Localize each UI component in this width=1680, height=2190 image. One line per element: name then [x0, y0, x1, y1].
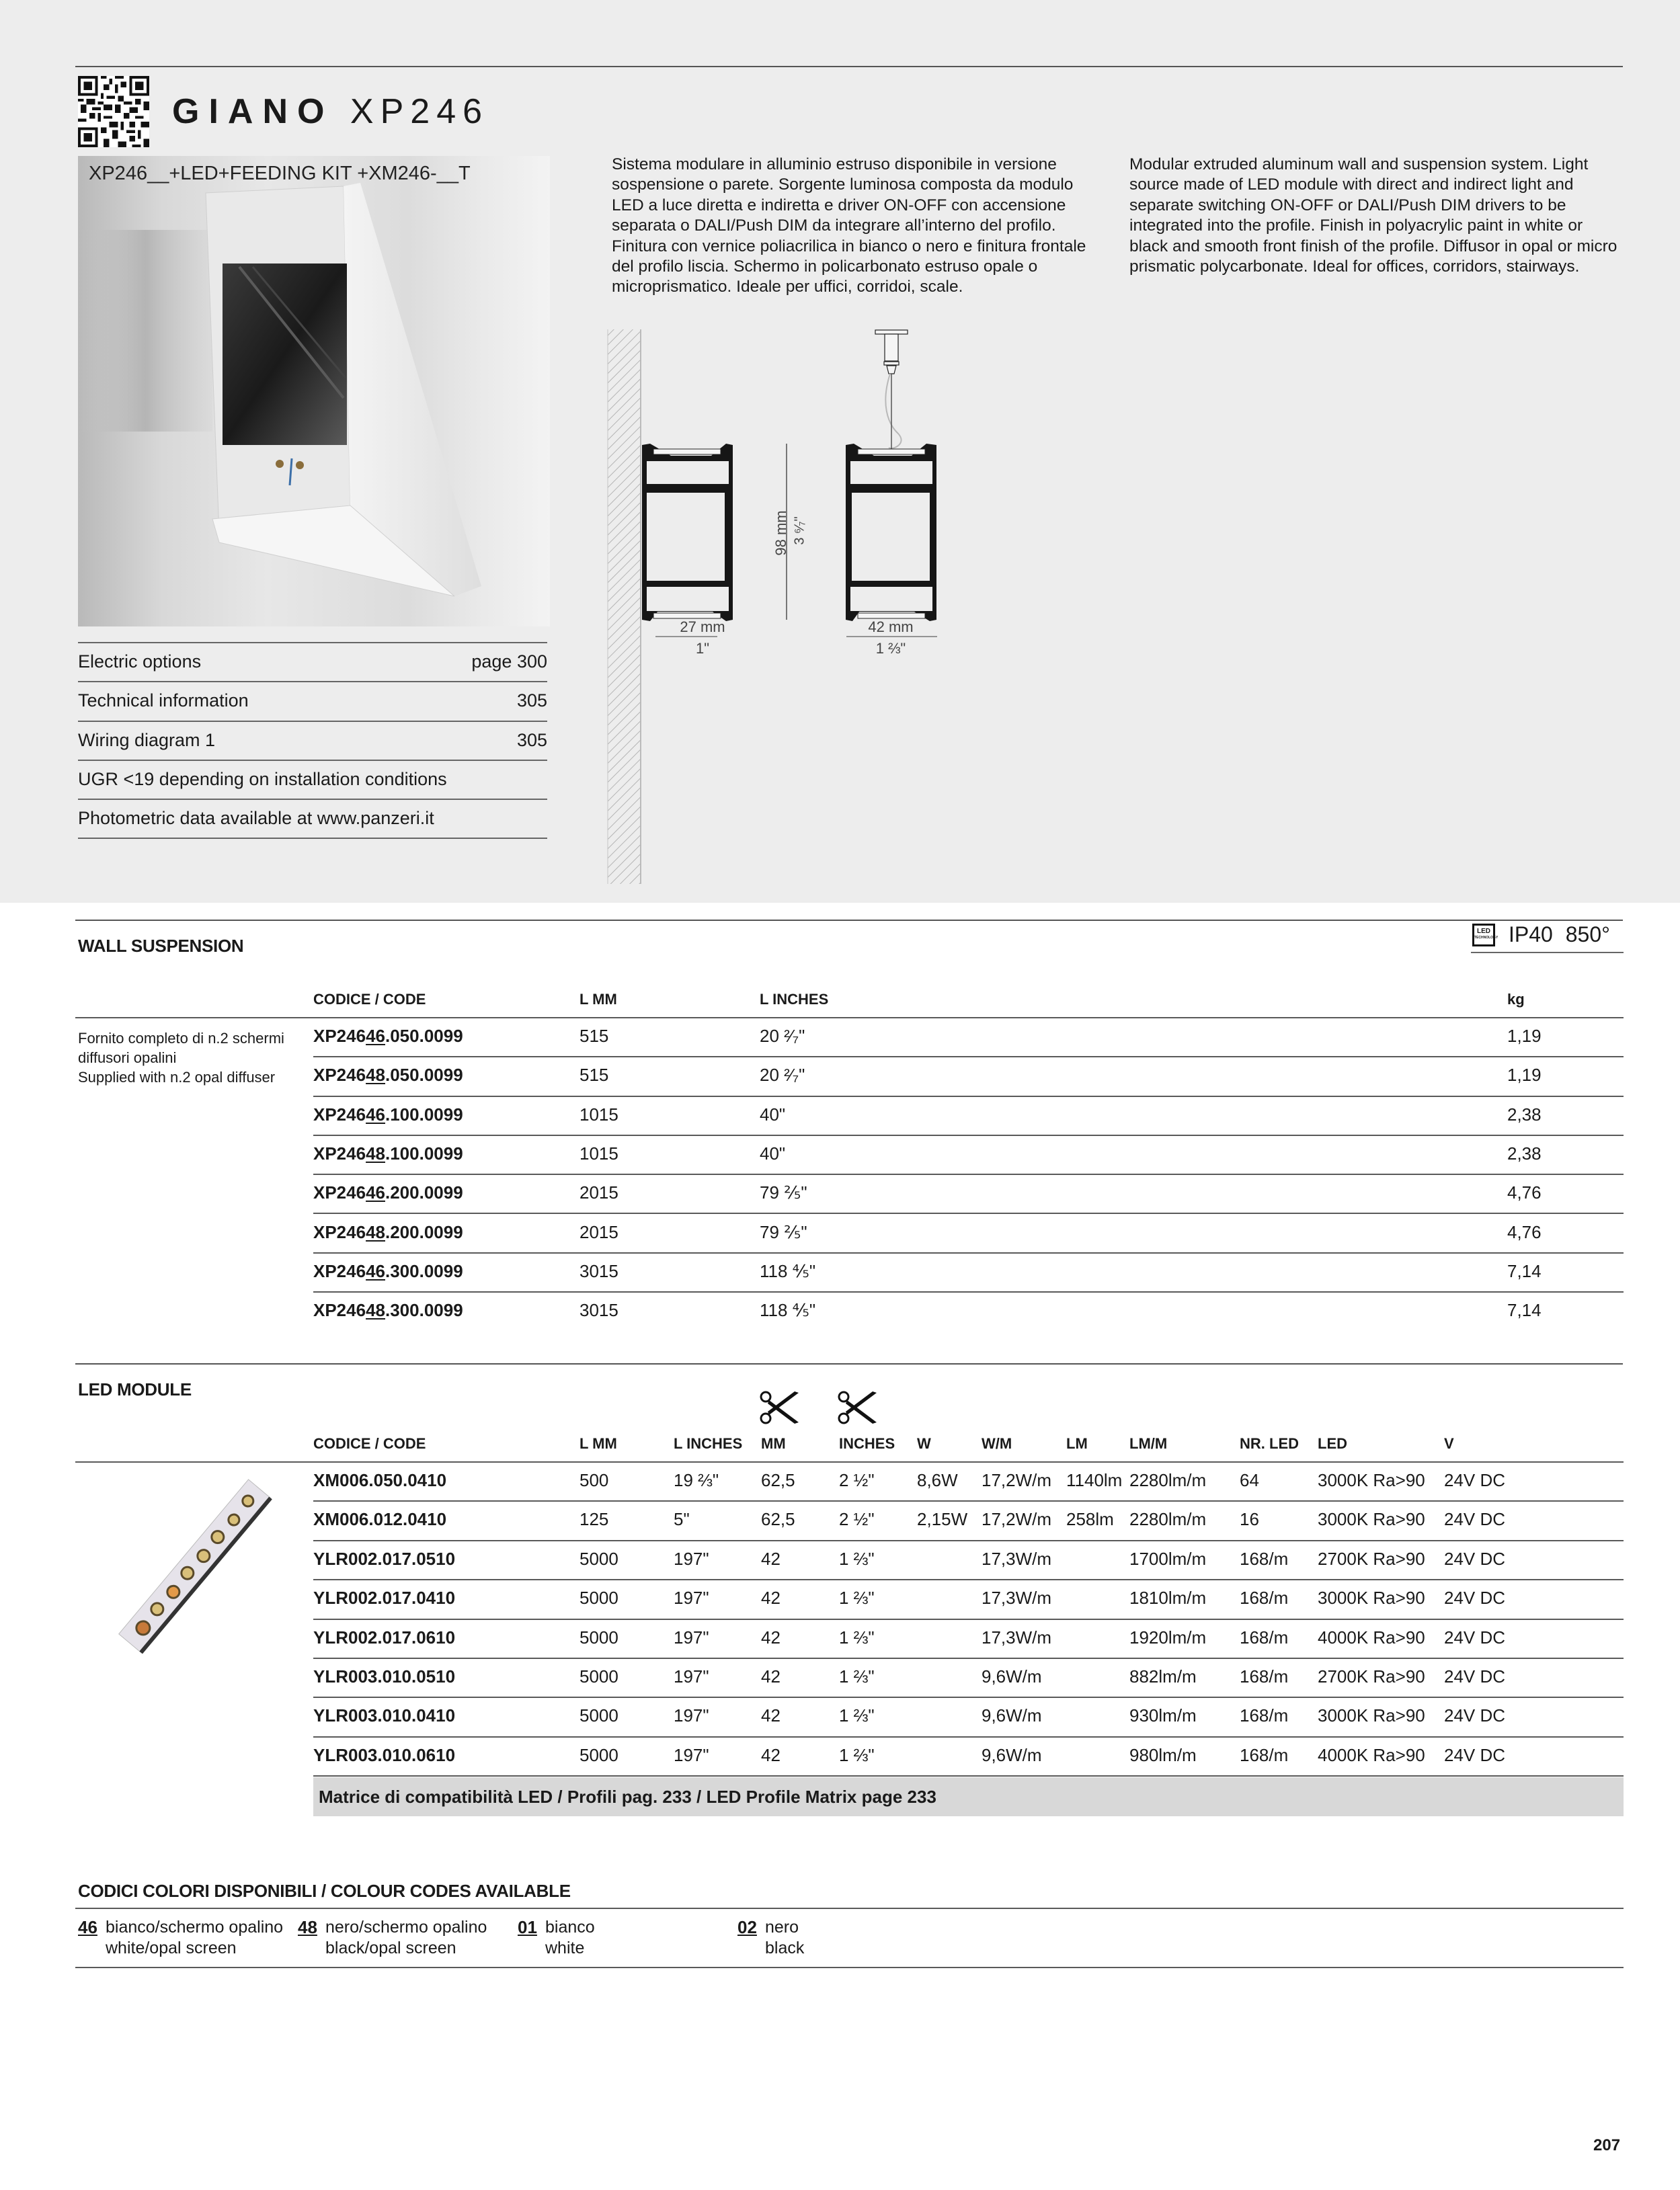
length-mm: 500: [579, 1470, 609, 1490]
led-code: YLR002.017.0510: [313, 1548, 456, 1569]
power-per-meter: 9,6W/m: [982, 1705, 1042, 1726]
led-badge-sublabel: TECHNOLOGY: [1474, 936, 1498, 940]
table-row[interactable]: [0, 1737, 1680, 1776]
led-code: YLR002.017.0410: [313, 1588, 456, 1609]
weight-kg: 1,19: [1507, 1026, 1542, 1046]
scissors-cut-icon: [838, 1390, 878, 1425]
code-suffix: .050.0099: [385, 1065, 463, 1086]
colour-code-number: 02: [737, 1917, 757, 1937]
led-code: YLR003.010.0410: [313, 1705, 456, 1726]
power-per-meter: 17,3W/m: [982, 1548, 1052, 1569]
colour-code-number: 01: [518, 1917, 537, 1937]
table-row[interactable]: [0, 1619, 1680, 1658]
product-family-name: GIANO: [172, 92, 334, 131]
info-row-ugr: [78, 760, 547, 799]
led-technology-icon: [1472, 924, 1498, 946]
lumen-per-meter: 882lm/m: [1129, 1666, 1197, 1687]
supply-note-line: Fornito completo di n.2 schermi: [78, 1030, 284, 1047]
cut-step-inches: 1 ⅔": [839, 1627, 875, 1648]
cut-step-mm: 42: [761, 1705, 781, 1726]
col-header-watt-per-m: W/M: [982, 1435, 1012, 1452]
length-inches: 19 ⅔": [674, 1470, 719, 1490]
colour-code-01[interactable]: [518, 1917, 537, 1938]
info-row-photometric-data[interactable]: [78, 799, 547, 838]
length-mm: 5000: [579, 1548, 618, 1569]
col-header-length-mm: L MM: [579, 1435, 617, 1452]
code-suffix: .300.0099: [385, 1260, 463, 1281]
table-row[interactable]: [0, 1292, 1680, 1331]
table-row[interactable]: [0, 1658, 1680, 1697]
length-mm: 515: [579, 1065, 609, 1086]
description-italian: Sistema modulare in alluminio estruso disponibile in versione sospensione o parete. Sorgente luminosa composta da modulo LED a luce diretta e indiretta e driver ON-OFF con accensione separata o DALI/Push DIM da integrare all’interno del profilo. Finitura con vernice poliacrilica in bianco o nero e finitura frontale del profilo liscia. Schermo in policarbonato estruso opale o microprismatico. Ideale per uffici, corridoi, scale.: [612, 155, 1086, 296]
code-colour-part: 46: [366, 1260, 385, 1281]
description-english: Modular extruded aluminum wall and suspension system. Light source made of LED module with direct and indirect light and separate switching ON-OFF or DALI/Push DIM drivers to be integrated into the profile. Finish in polyacrylic paint in white or black and smooth front finish of the profile. Diffusor in opal or micro prismatic polycarbonate. Ideal for offices, corridors, stairways.: [1129, 155, 1617, 276]
cut-step-inches: 1 ⅔": [839, 1588, 875, 1609]
led-colour-temp: 3000K Ra>90: [1318, 1588, 1425, 1609]
code-colour-part: 48: [366, 1065, 385, 1086]
led-colour-temp: 3000K Ra>90: [1318, 1509, 1425, 1530]
product-photo: [78, 156, 550, 626]
weight-kg: 7,14: [1507, 1260, 1542, 1281]
product-code: [313, 1104, 463, 1125]
col-header-code: CODICE / CODE: [313, 1435, 426, 1452]
length-inches: 20 ²⁄₇": [760, 1065, 805, 1086]
length-inches: 197": [674, 1744, 709, 1765]
code-suffix: .200.0099: [385, 1182, 463, 1203]
code-prefix: XP246: [313, 1221, 366, 1242]
code-suffix: .300.0099: [385, 1300, 463, 1321]
product-code: [313, 1026, 463, 1047]
row-divider: [313, 1775, 1624, 1777]
col-header-lumen-per-m: LM/M: [1129, 1435, 1168, 1452]
table-row[interactable]: [0, 1096, 1680, 1135]
code-prefix: XP246: [313, 1143, 366, 1164]
power-per-meter: 9,6W/m: [982, 1666, 1042, 1687]
profile-height-inches: 3 ⁶⁄₇": [792, 516, 807, 545]
profile-height-mm: 98 mm: [772, 510, 789, 556]
photo-caption: XP246__+LED+FEEDING KIT +XM246-__T: [89, 163, 471, 184]
voltage: 24V DC: [1444, 1744, 1506, 1765]
code-suffix: .050.0099: [385, 1026, 463, 1046]
cut-step-mm: 42: [761, 1548, 781, 1569]
led-colour-temp: 3000K Ra>90: [1318, 1470, 1425, 1490]
length-mm: 515: [579, 1026, 609, 1046]
led-count: 168/m: [1240, 1666, 1289, 1687]
table-row[interactable]: [0, 1214, 1680, 1253]
product-code: [313, 1222, 463, 1243]
code-colour-part: 48: [366, 1143, 385, 1164]
led-colour-temp: 3000K Ra>90: [1318, 1705, 1425, 1726]
weight-kg: 4,76: [1507, 1182, 1542, 1203]
section-rule: [75, 1908, 1624, 1909]
length-inches: 197": [674, 1705, 709, 1726]
wall-profile-section: [642, 444, 733, 621]
code-prefix: XP246: [313, 1065, 366, 1086]
length-inches: 5": [674, 1509, 690, 1530]
info-page-ref: 305: [516, 730, 547, 750]
section-title-led-module: LED MODULE: [78, 1379, 192, 1400]
lumen-per-meter: 980lm/m: [1129, 1744, 1197, 1765]
led-code: YLR003.010.0610: [313, 1744, 456, 1765]
colour-code-48[interactable]: [298, 1917, 317, 1938]
led-code: YLR003.010.0510: [313, 1666, 456, 1687]
led-code: YLR002.017.0610: [313, 1627, 456, 1648]
led-colour-temp: 4000K Ra>90: [1318, 1627, 1425, 1648]
weight-kg: 1,19: [1507, 1065, 1542, 1086]
led-colour-temp: 2700K Ra>90: [1318, 1548, 1425, 1569]
led-colour-temp: 2700K Ra>90: [1318, 1666, 1425, 1687]
voltage: 24V DC: [1444, 1588, 1506, 1609]
section-title-wall-suspension: WALL SUSPENSION: [78, 936, 244, 956]
table-row[interactable]: [0, 1135, 1680, 1174]
led-code: XM006.012.0410: [313, 1509, 447, 1530]
lumen-per-meter: 1810lm/m: [1129, 1588, 1207, 1609]
lumen-per-meter: 2280lm/m: [1129, 1509, 1207, 1530]
weight-kg: 4,76: [1507, 1221, 1542, 1242]
led-count: 168/m: [1240, 1705, 1289, 1726]
power-per-meter: 17,2W/m: [982, 1470, 1052, 1490]
voltage: 24V DC: [1444, 1666, 1506, 1687]
scissors-cut-icon: [760, 1390, 800, 1425]
lumen-per-meter: 2280lm/m: [1129, 1470, 1207, 1490]
cut-step-inches: 1 ⅔": [839, 1744, 875, 1765]
table-row[interactable]: [0, 1253, 1680, 1292]
colour-name-it: nero/schermo opalino: [325, 1918, 487, 1937]
table-row[interactable]: [0, 1541, 1680, 1580]
cut-step-mm: 62,5: [761, 1470, 795, 1490]
product-code: [313, 1065, 463, 1086]
info-row-wiring-diagram[interactable]: [78, 721, 547, 760]
cut-step-inches: 2 ½": [839, 1470, 875, 1490]
voltage: 24V DC: [1444, 1548, 1506, 1569]
info-label: Photometric data available at www.panzeri.it: [78, 808, 434, 828]
section-rule: [75, 920, 1623, 921]
qr-code-icon[interactable]: [78, 76, 149, 147]
table-row[interactable]: [0, 1462, 1680, 1501]
colour-name-en: black/opal screen: [325, 1939, 456, 1957]
length-mm: 5000: [579, 1627, 618, 1648]
code-prefix: XP246: [313, 1026, 366, 1046]
section-title-colour-codes: CODICI COLORI DISPONIBILI / COLOUR CODES AVAILABLE: [78, 1881, 571, 1901]
cut-step-mm: 62,5: [761, 1509, 795, 1530]
product-code-title: XP246: [350, 92, 489, 131]
suspension-width-inches: 1 ⅔": [875, 640, 906, 657]
colour-code-02-desc: [765, 1917, 804, 1959]
colour-code-46[interactable]: [78, 1917, 97, 1938]
cut-step-mm: 42: [761, 1627, 781, 1648]
badge-underline: [1471, 952, 1624, 953]
supply-note-line: diffusori opalini: [78, 1049, 177, 1066]
led-badge-label: LED: [1477, 928, 1490, 935]
product-code: [313, 1143, 463, 1164]
length-mm: 2015: [579, 1221, 618, 1242]
info-row-technical-information[interactable]: [78, 681, 547, 720]
voltage: 24V DC: [1444, 1627, 1506, 1648]
length-inches: 40": [760, 1104, 786, 1125]
table-row[interactable]: [0, 1697, 1680, 1736]
code-suffix: .200.0099: [385, 1221, 463, 1242]
length-mm: 5000: [579, 1666, 618, 1687]
length-mm: 3015: [579, 1300, 618, 1321]
length-mm: 2015: [579, 1182, 618, 1203]
weight-kg: 7,14: [1507, 1300, 1542, 1321]
code-suffix: .100.0099: [385, 1104, 463, 1125]
page-number: 207: [1593, 2136, 1621, 2154]
colour-code-02[interactable]: [737, 1917, 757, 1938]
suspension-profile-section: [846, 330, 936, 621]
length-mm: 5000: [579, 1588, 618, 1609]
info-page-ref: 305: [516, 690, 547, 711]
led-count: 16: [1240, 1509, 1259, 1530]
colour-code-48-desc: [325, 1917, 487, 1959]
length-inches: 197": [674, 1588, 709, 1609]
length-inches: 118 ⅘": [760, 1300, 816, 1321]
wall-width-mm: 27 mm: [680, 618, 725, 635]
colour-name-it: bianco/schermo opalino: [106, 1918, 284, 1937]
info-label: Technical information: [78, 690, 249, 711]
table-row[interactable]: [0, 1174, 1680, 1213]
top-rule: [75, 66, 1623, 67]
length-mm: 5000: [579, 1705, 618, 1726]
led-count: 64: [1240, 1470, 1259, 1490]
led-count: 168/m: [1240, 1627, 1289, 1648]
product-code: [313, 1300, 463, 1321]
led-count: 168/m: [1240, 1588, 1289, 1609]
length-mm: 1015: [579, 1143, 618, 1164]
cut-step-inches: 1 ⅔": [839, 1705, 875, 1726]
code-colour-part: 46: [366, 1182, 385, 1203]
wall-luminaire-illustration: [78, 156, 550, 626]
lumen: 258lm: [1066, 1509, 1114, 1530]
col-header-code: CODICE / CODE: [313, 991, 426, 1008]
length-mm: 1015: [579, 1104, 618, 1125]
col-header-cut-inches: INCHES: [839, 1435, 895, 1452]
power-per-meter: 17,3W/m: [982, 1627, 1052, 1648]
col-header-voltage: V: [1444, 1435, 1454, 1452]
info-label: Electric options: [78, 651, 202, 672]
col-header-cut-mm: MM: [761, 1435, 786, 1452]
lumen-per-meter: 1700lm/m: [1129, 1548, 1207, 1569]
power-watt: 8,6W: [917, 1470, 958, 1490]
cut-step-inches: 1 ⅔": [839, 1548, 875, 1569]
col-header-length-inches: L INCHES: [760, 991, 829, 1008]
code-prefix: XP246: [313, 1260, 366, 1281]
supply-note-line: Supplied with n.2 opal diffuser: [78, 1069, 276, 1086]
power-per-meter: 17,2W/m: [982, 1509, 1052, 1530]
suspension-width-mm: 42 mm: [868, 618, 914, 635]
col-header-length-inches: L INCHES: [674, 1435, 743, 1452]
led-code: XM006.050.0410: [313, 1470, 447, 1490]
technical-drawing: [592, 323, 1062, 887]
ip-rating-badge: IP40 850°: [1509, 922, 1610, 946]
col-header-led-count: NR. LED: [1240, 1435, 1299, 1452]
cut-step-mm: 42: [761, 1588, 781, 1609]
info-label: Wiring diagram 1: [78, 730, 216, 750]
code-suffix: .100.0099: [385, 1143, 463, 1164]
code-prefix: XP246: [313, 1300, 366, 1321]
wall-width-inches: 1": [695, 640, 710, 657]
colour-code-46-desc: [106, 1917, 283, 1959]
table-row[interactable]: [0, 1057, 1680, 1096]
length-inches: 79 ⅖": [760, 1221, 807, 1242]
led-colour-temp: 4000K Ra>90: [1318, 1744, 1425, 1765]
col-header-length-mm: L MM: [579, 991, 617, 1008]
colour-name-en: white: [545, 1939, 585, 1957]
product-code: [313, 1261, 463, 1282]
length-inches: 40": [760, 1143, 786, 1164]
compatibility-matrix-link[interactable]: Matrice di compatibilità LED / Profili pag. 233 / LED Profile Matrix page 233: [319, 1787, 936, 1807]
length-inches: 197": [674, 1627, 709, 1648]
info-divider: [78, 838, 547, 839]
colour-name-it: nero: [765, 1918, 799, 1937]
col-header-watt: W: [917, 1435, 931, 1452]
table-row[interactable]: [0, 1501, 1680, 1540]
lumen: 1140lm: [1066, 1470, 1123, 1490]
info-label: UGR <19 depending on installation conditions: [78, 769, 447, 789]
weight-kg: 2,38: [1507, 1104, 1542, 1125]
code-prefix: XP246: [313, 1182, 366, 1203]
cut-step-mm: 42: [761, 1666, 781, 1687]
section-rule: [75, 1967, 1624, 1968]
length-inches: 197": [674, 1666, 709, 1687]
section-rule: [75, 1363, 1623, 1365]
length-mm: 125: [579, 1509, 609, 1530]
length-inches: 118 ⅘": [760, 1260, 816, 1281]
code-colour-part: 46: [366, 1104, 385, 1125]
col-header-weight: kg: [1507, 991, 1525, 1008]
table-row[interactable]: [0, 1018, 1680, 1057]
colour-name-en: white/opal screen: [106, 1939, 237, 1957]
colour-name-en: black: [765, 1939, 805, 1957]
product-title: [172, 86, 489, 137]
info-row-electric-options[interactable]: [78, 642, 547, 681]
lumen-per-meter: 930lm/m: [1129, 1705, 1197, 1726]
power-per-meter: 17,3W/m: [982, 1588, 1052, 1609]
length-mm: 5000: [579, 1744, 618, 1765]
length-mm: 3015: [579, 1260, 618, 1281]
length-inches: 79 ⅖": [760, 1182, 807, 1203]
col-header-led: LED: [1318, 1435, 1347, 1452]
cut-step-mm: 42: [761, 1744, 781, 1765]
voltage: 24V DC: [1444, 1509, 1506, 1530]
code-colour-part: 46: [366, 1026, 385, 1046]
code-colour-part: 48: [366, 1300, 385, 1321]
code-colour-part: 48: [366, 1221, 385, 1242]
led-count: 168/m: [1240, 1744, 1289, 1765]
code-prefix: XP246: [313, 1104, 366, 1125]
voltage: 24V DC: [1444, 1705, 1506, 1726]
product-code: [313, 1182, 463, 1203]
colour-code-01-desc: [545, 1917, 595, 1959]
length-inches: 20 ²⁄₇": [760, 1026, 805, 1046]
col-header-lumen: LM: [1066, 1435, 1088, 1452]
info-page-ref: page 300: [471, 651, 547, 672]
colour-code-number: 46: [78, 1917, 97, 1937]
length-inches: 197": [674, 1548, 709, 1569]
colour-code-number: 48: [298, 1917, 317, 1937]
table-row[interactable]: [0, 1580, 1680, 1619]
led-count: 168/m: [1240, 1548, 1289, 1569]
cut-step-inches: 1 ⅔": [839, 1666, 875, 1687]
lumen-per-meter: 1920lm/m: [1129, 1627, 1207, 1648]
power-watt: 2,15W: [917, 1509, 968, 1530]
cut-step-inches: 2 ½": [839, 1509, 875, 1530]
colour-name-it: bianco: [545, 1918, 595, 1937]
weight-kg: 2,38: [1507, 1143, 1542, 1164]
power-per-meter: 9,6W/m: [982, 1744, 1042, 1765]
voltage: 24V DC: [1444, 1470, 1506, 1490]
